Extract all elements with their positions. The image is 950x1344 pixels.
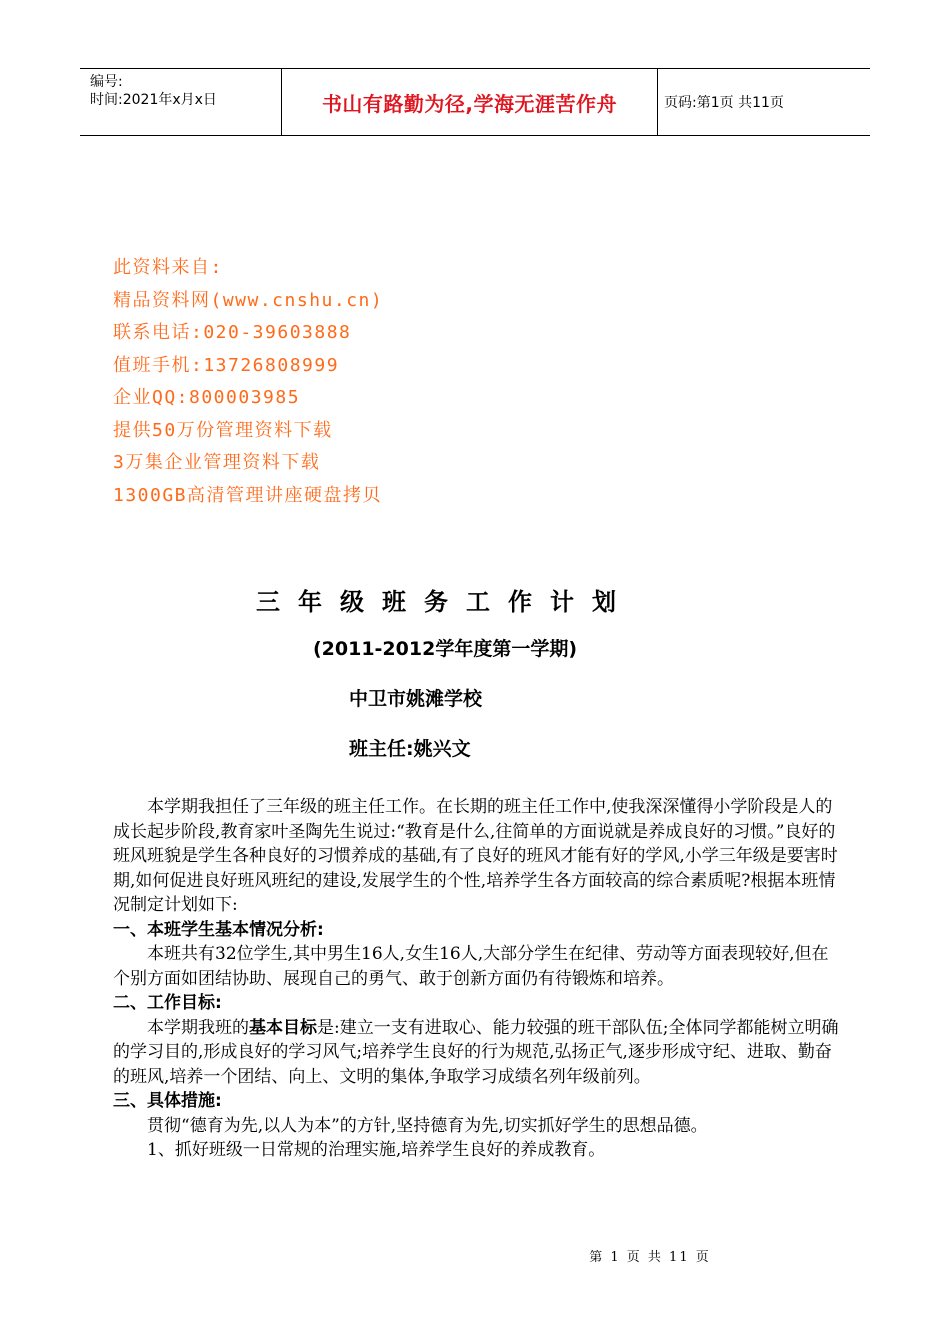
section-3-heading: 三、具体措施:: [113, 1091, 222, 1111]
section-2-prefix: 本学期我班的: [147, 1017, 249, 1038]
section-3-paragraph-2: 1、抓好班级一日常规的治理实施,培养学生良好的养成教育。: [147, 1140, 606, 1160]
section-2-heading: 二、工作目标:: [113, 993, 222, 1013]
teacher-name: 班主任:姚兴文: [349, 738, 471, 760]
header-right-cell: [658, 69, 870, 135]
section-2-bold-term: 基本目标: [249, 1017, 317, 1038]
document-body: [113, 795, 843, 1163]
document-title: 三年级班务工作计划: [256, 588, 634, 616]
promo-line: 提供50万份管理资料下载: [113, 419, 333, 441]
promo-line: 3万集企业管理资料下载: [113, 452, 321, 473]
promo-line: 精品资料网(www.cnshu.cn): [113, 289, 384, 311]
intro-paragraph: 本学期我担任了三年级的班主任工作。在长期的班主任工作中,使我深深懂得小学阶段是人的成长起步阶段,教育家叶圣陶先生说过:“教育是什么,往简单的方面说就是养成良好的习惯。”良好的班风班貌是学生各种良好的习惯养成的基础,有了良好的班风才能有好的学风,小学三年级是要害时期,如何促进良好班风班纪的建设,发展学生的个性,培养学生各方面较高的综合素质呢?根据本班情况制定计划如下:: [113, 797, 838, 915]
page-footer: 第 1 页 共 11 页: [589, 1250, 711, 1265]
promo-line: 值班手机:13726808999: [113, 354, 340, 376]
section-3-paragraph-1: 贯彻“德育为先,以人为本”的方针,坚持德育为先,切实抓好学生的思想品德。: [147, 1115, 708, 1136]
motto-text: 书山有路勤为径,学海无涯苦作舟: [321, 91, 618, 116]
promo-line: 1300GB高清管理讲座硬盘拷贝: [113, 484, 383, 506]
section-1-paragraph: 本班共有32位学生,其中男生16人,女生16人,大部分学生在纪律、劳动等方面表现较好,但在个别方面如团结协助、展现自己的勇气、敢于创新方面仍有待锻炼和培养。: [113, 944, 829, 989]
section-1-heading: 一、本班学生基本情况分析:: [113, 919, 324, 940]
promo-line: 企业QQ:800003985: [113, 387, 301, 408]
promo-line: 联系电话:020-39603888: [113, 322, 352, 343]
time-label: 时间:2021年x月x日: [90, 92, 217, 108]
promo-line: 此资料来自:: [113, 257, 223, 278]
section-2-paragraph: [113, 1016, 843, 1090]
school-name: 中卫市姚滩学校: [349, 688, 483, 710]
term-subtitle: (2011-2012学年度第一学期): [312, 638, 577, 660]
header-left-cell: [80, 69, 281, 135]
promo-block: [113, 252, 383, 512]
number-label: 编号:: [90, 74, 123, 90]
header-middle-cell: [281, 69, 658, 135]
page-header: [80, 68, 870, 136]
page-info: 页码:第1页 共11页: [664, 95, 784, 111]
section-2-text: 是:建立一支有进取心、能力较强的班干部队伍;全体同学都能树立明确的学习目的,形成良好的学习风气;培养学生良好的行为规范,弘扬正气,逐步形成守纪、进取、勤奋的班风,培养一个团结、向上、文明的集体,争取学习成绩名列年级前列。: [113, 1017, 839, 1087]
